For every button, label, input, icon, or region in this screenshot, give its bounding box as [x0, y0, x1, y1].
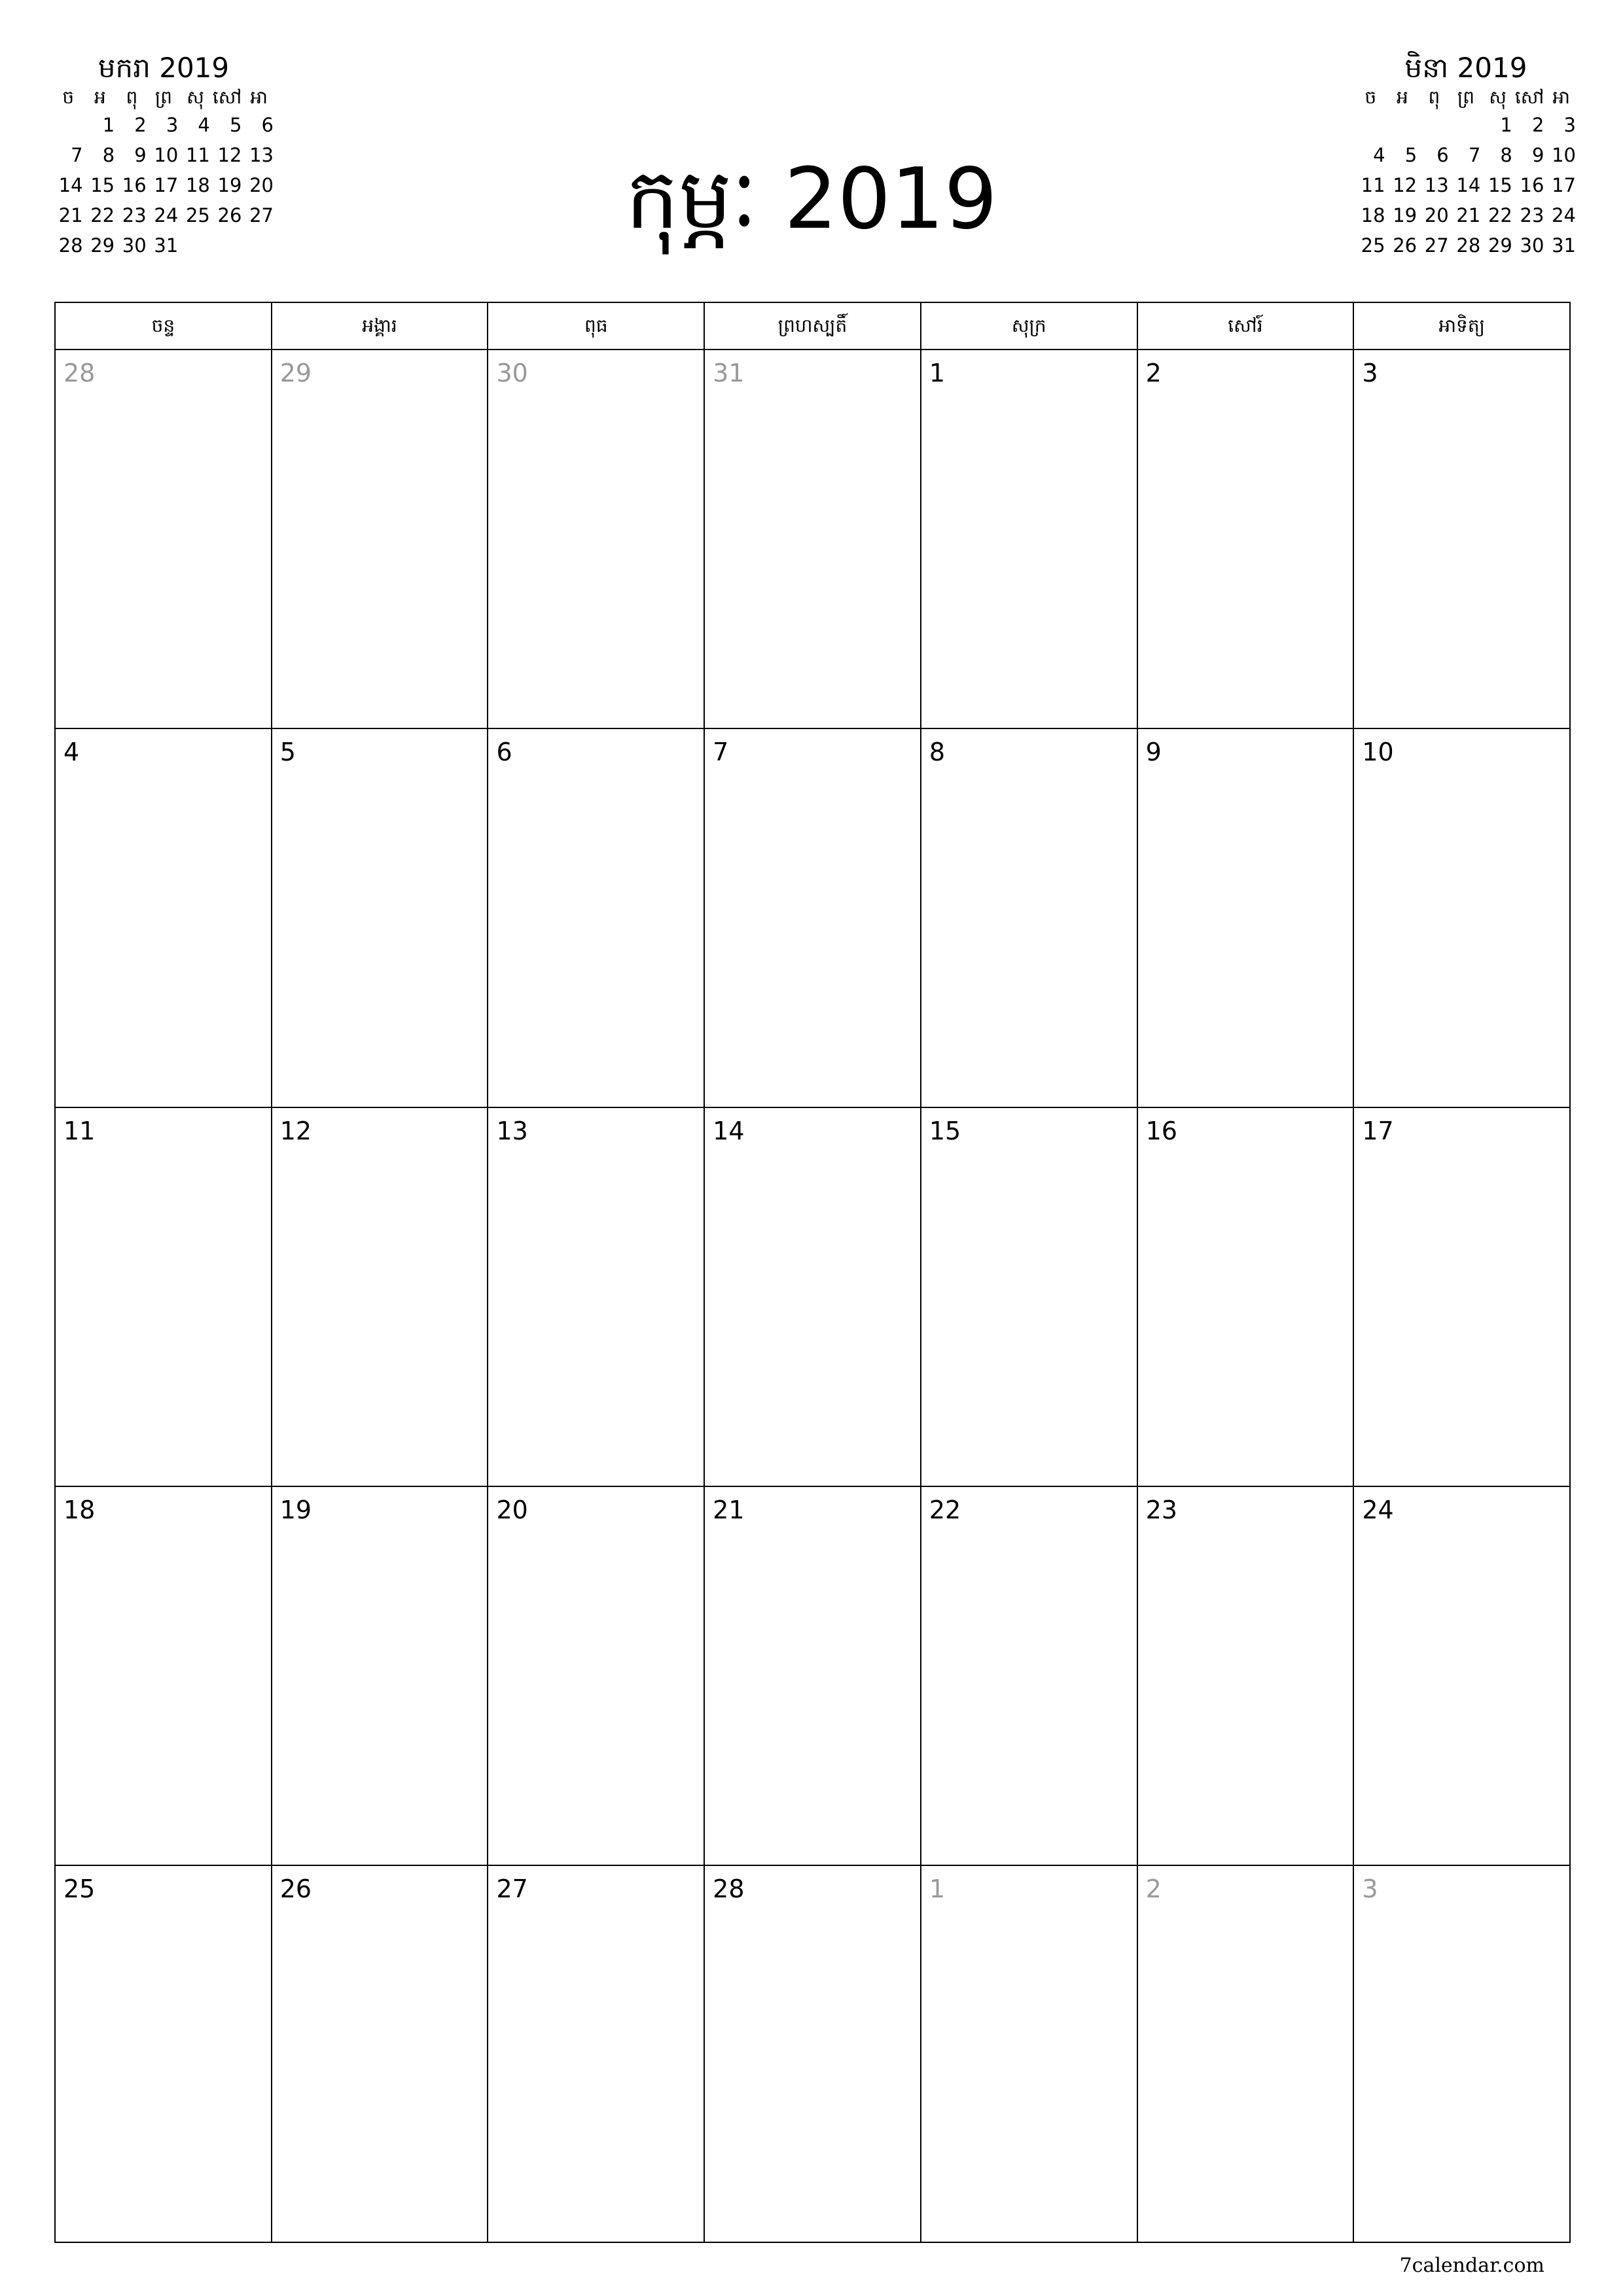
mini-day: 8 — [1500, 144, 1512, 166]
weekday-header-row — [56, 303, 1569, 350]
day-number: 17 — [1362, 1117, 1394, 1145]
day-number: 4 — [63, 738, 80, 766]
mini-weekday: សៅ — [212, 86, 242, 108]
weekday-header: សុក្រ — [920, 303, 1137, 349]
day-cell — [704, 350, 920, 728]
day-number: 3 — [1362, 359, 1378, 387]
weekday-header: អង្គារ — [271, 303, 488, 349]
footer-credit: 7calendar.com — [1399, 2254, 1544, 2277]
day-cell — [1353, 729, 1569, 1107]
day-cell — [271, 1108, 488, 1486]
day-cell — [487, 729, 704, 1107]
day-cell — [56, 729, 271, 1107]
mini-day: 25 — [185, 204, 210, 226]
day-cell — [704, 729, 920, 1107]
day-number: 12 — [279, 1117, 312, 1145]
mini-day: 17 — [1552, 174, 1576, 196]
mini-day: 24 — [1552, 204, 1576, 226]
mini-day: 25 — [1361, 234, 1385, 257]
day-cell — [487, 1866, 704, 2243]
day-cell — [56, 1108, 271, 1486]
mini-day: 22 — [1488, 204, 1512, 226]
mini-day: 16 — [1520, 174, 1544, 196]
mini-day: 23 — [1520, 204, 1544, 226]
weekday-header: អាទិត្យ — [1353, 303, 1569, 349]
mini-day: 27 — [1424, 234, 1449, 257]
day-number: 29 — [279, 359, 312, 387]
day-number: 26 — [279, 1874, 312, 1903]
day-cell — [1353, 350, 1569, 728]
mini-day: 10 — [1552, 144, 1576, 166]
mini-weekday: អ — [1396, 86, 1408, 108]
mini-day: 6 — [1436, 144, 1449, 166]
mini-weekday: ពុ — [1428, 86, 1440, 108]
week-row — [56, 1487, 1569, 1866]
mini-day: 30 — [1520, 234, 1544, 257]
day-number: 3 — [1362, 1874, 1378, 1903]
mini-day: 22 — [90, 204, 115, 226]
weeks — [56, 350, 1569, 2243]
mini-weekday: ច — [1364, 86, 1377, 108]
day-number: 28 — [63, 359, 96, 387]
mini-weekday: ច — [62, 86, 75, 108]
day-cell — [1353, 1108, 1569, 1486]
day-number: 18 — [63, 1496, 96, 1524]
weekday-header: ព្រហស្បតិ៍ — [704, 303, 920, 349]
page-title: កុម្ភៈ 2019 — [626, 151, 997, 248]
mini-day: 7 — [1468, 144, 1481, 166]
day-cell — [1137, 1487, 1353, 1865]
mini-day: 10 — [154, 144, 179, 166]
mini-day: 26 — [1393, 234, 1418, 257]
prev-month-grid — [52, 85, 275, 260]
mini-day: 29 — [90, 234, 115, 257]
mini-day: 21 — [1456, 204, 1481, 226]
day-number: 9 — [1145, 738, 1162, 766]
mini-day: 3 — [1563, 114, 1576, 136]
mini-day: 1 — [102, 114, 115, 136]
mini-day: 18 — [1361, 204, 1385, 226]
weekday-header: ពុធ — [487, 303, 704, 349]
mini-day: 11 — [1361, 174, 1385, 196]
mini-day: 28 — [58, 234, 83, 257]
mini-day: 23 — [122, 204, 147, 226]
mini-day: 7 — [71, 144, 83, 166]
weekday-header: សៅរ៍ — [1137, 303, 1353, 349]
day-number: 2 — [1145, 359, 1162, 387]
week-row — [56, 1866, 1569, 2243]
mini-day: 5 — [229, 114, 242, 136]
mini-day: 28 — [1456, 234, 1481, 257]
mini-day: 31 — [154, 234, 179, 257]
mini-day — [1387, 110, 1419, 140]
mini-day: 1 — [1500, 114, 1512, 136]
mini-day: 11 — [185, 144, 210, 166]
week-row — [56, 350, 1569, 729]
mini-weekday: ពុ — [126, 86, 138, 108]
day-cell — [56, 1487, 271, 1865]
mini-day: 8 — [102, 144, 115, 166]
day-cell — [1137, 729, 1353, 1107]
mini-day: 31 — [1552, 234, 1576, 257]
mini-day: 30 — [122, 234, 147, 257]
mini-day: 13 — [1424, 174, 1449, 196]
day-number: 30 — [496, 359, 528, 387]
next-month-mini-calendar — [1355, 51, 1577, 260]
day-number: 1 — [929, 359, 946, 387]
day-number: 7 — [713, 738, 729, 766]
day-cell — [1137, 1866, 1353, 2243]
mini-day: 24 — [154, 204, 179, 226]
day-cell — [920, 1866, 1137, 2243]
mini-weekday: អ — [94, 86, 106, 108]
mini-day: 21 — [58, 204, 83, 226]
day-cell — [56, 1866, 271, 2243]
weekday-header: ចន្ទ — [151, 315, 175, 336]
next-month-grid — [1355, 85, 1577, 260]
mini-weekday: សុ — [187, 86, 204, 108]
next-month-title: មិនា 2019 — [1404, 52, 1527, 84]
day-cell — [271, 729, 488, 1107]
mini-day: 26 — [217, 204, 242, 226]
mini-day — [52, 110, 84, 140]
day-cell — [704, 1108, 920, 1486]
mini-day: 14 — [1456, 174, 1481, 196]
mini-day: 19 — [217, 174, 242, 196]
day-number: 28 — [713, 1874, 745, 1903]
day-cell — [1353, 1487, 1569, 1865]
day-cell — [487, 1487, 704, 1865]
day-cell — [56, 350, 271, 728]
day-cell — [271, 1866, 488, 2243]
day-cell — [1137, 1108, 1353, 1486]
mini-weekday: សុ — [1489, 86, 1507, 108]
mini-weekday: អា — [1552, 86, 1571, 108]
day-cell — [704, 1866, 920, 2243]
day-number: 24 — [1362, 1496, 1394, 1524]
mini-day: 2 — [134, 114, 147, 136]
mini-day: 15 — [1488, 174, 1512, 196]
mini-weekday: ព្រ — [154, 86, 173, 108]
mini-day: 29 — [1488, 234, 1512, 257]
day-number: 10 — [1362, 738, 1394, 766]
mini-day: 20 — [249, 174, 274, 196]
day-number: 11 — [63, 1117, 96, 1145]
mini-day: 13 — [249, 144, 274, 166]
day-number: 19 — [279, 1496, 312, 1524]
day-cell — [920, 350, 1137, 728]
mini-day: 3 — [166, 114, 179, 136]
day-cell — [920, 1108, 1137, 1486]
mini-day: 9 — [1531, 144, 1544, 166]
mini-day: 4 — [1373, 144, 1385, 166]
day-number: 15 — [929, 1117, 961, 1145]
mini-day: 5 — [1404, 144, 1418, 166]
day-cell — [1353, 1866, 1569, 2243]
day-number: 2 — [1145, 1874, 1162, 1903]
mini-day — [1450, 110, 1482, 140]
day-cell — [271, 350, 488, 728]
day-number: 16 — [1145, 1117, 1177, 1145]
prev-month-title: មករា 2019 — [98, 52, 230, 84]
day-number: 25 — [63, 1874, 96, 1903]
week-row — [56, 1108, 1569, 1487]
day-cell — [704, 1487, 920, 1865]
day-cell — [487, 350, 704, 728]
week-row — [56, 729, 1569, 1108]
day-cell — [271, 1487, 488, 1865]
prev-month-mini-calendar — [52, 51, 275, 260]
mini-day: 12 — [1393, 174, 1418, 196]
mini-day: 19 — [1393, 204, 1418, 226]
day-number: 22 — [929, 1496, 961, 1524]
day-cell — [1137, 350, 1353, 728]
mini-day: 15 — [90, 174, 115, 196]
mini-day: 20 — [1424, 204, 1449, 226]
day-number: 6 — [496, 738, 512, 766]
mini-day: 27 — [249, 204, 274, 226]
day-cell — [487, 1108, 704, 1486]
day-number: 5 — [279, 738, 296, 766]
mini-day: 4 — [198, 114, 210, 136]
day-number: 1 — [929, 1874, 946, 1903]
mini-day — [1355, 110, 1387, 140]
mini-weekday: ព្រ — [1457, 86, 1475, 108]
mini-day: 14 — [58, 174, 83, 196]
mini-day: 12 — [217, 144, 242, 166]
mini-day: 9 — [134, 144, 147, 166]
day-cell — [920, 729, 1137, 1107]
day-number: 8 — [929, 738, 946, 766]
mini-day: 2 — [1531, 114, 1544, 136]
day-number: 21 — [713, 1496, 745, 1524]
day-cell — [920, 1487, 1137, 1865]
mini-weekday: អា — [250, 86, 268, 108]
day-number: 13 — [496, 1117, 528, 1145]
mini-day: 16 — [122, 174, 147, 196]
mini-day: 6 — [261, 114, 274, 136]
mini-day: 18 — [185, 174, 210, 196]
day-number: 14 — [713, 1117, 745, 1145]
day-number: 23 — [1145, 1496, 1177, 1524]
month-grid — [54, 302, 1571, 2243]
day-number: 27 — [496, 1874, 528, 1903]
day-number: 20 — [496, 1496, 528, 1524]
mini-day: 17 — [154, 174, 179, 196]
mini-weekday: សៅ — [1514, 86, 1544, 108]
mini-day — [1418, 110, 1450, 140]
day-number: 31 — [713, 359, 745, 387]
